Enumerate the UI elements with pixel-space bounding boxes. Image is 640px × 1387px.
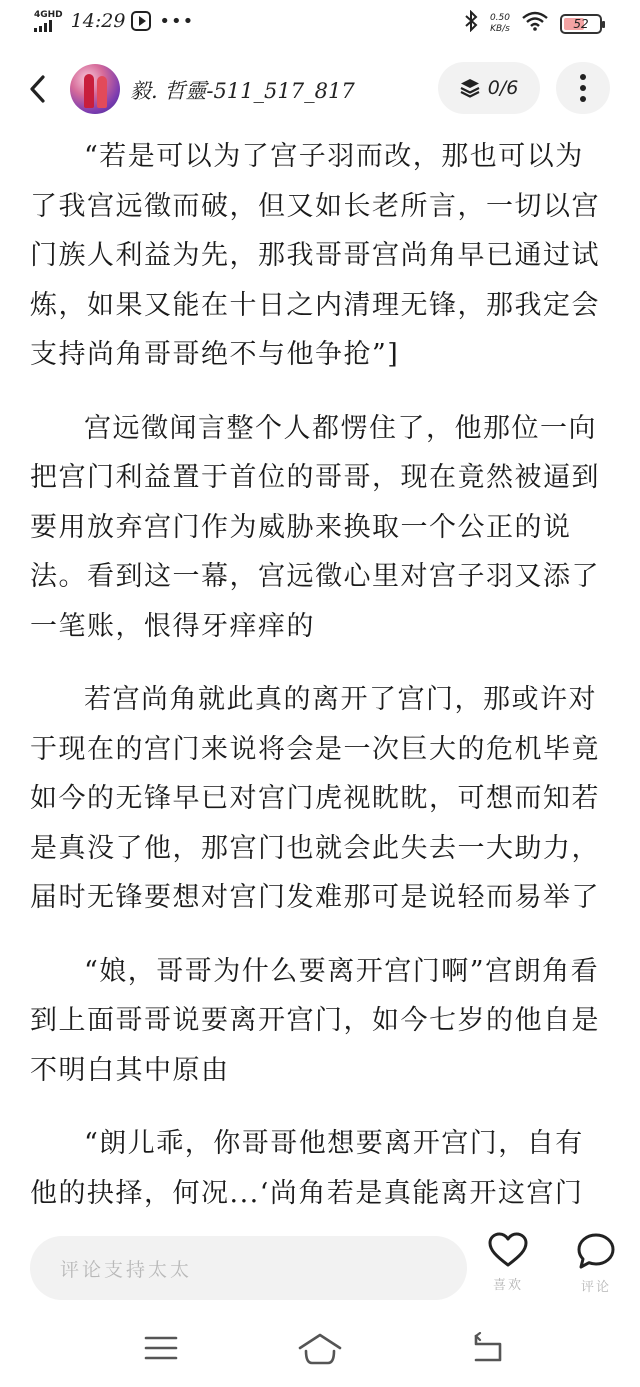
system-navigation-bar: [0, 1318, 640, 1387]
comment-button[interactable]: [566, 1232, 626, 1295]
recent-apps-icon[interactable]: [144, 1332, 178, 1364]
back-arrow-icon[interactable]: [26, 74, 50, 104]
like-button[interactable]: [478, 1232, 538, 1293]
article-body: [30, 132, 612, 1222]
notification-dots-icon: •••: [159, 10, 195, 32]
more-menu-button[interactable]: [556, 62, 610, 114]
article-paragraph: 若宫尚角就此真的离开了宫门，那或许对于现在的宫门来说将会是一次巨大的危机毕竟如今的无锋早已对宫门虎视眈眈，可想而知若是真没了他，那宫门也就会此失去一大助力，届时无锋要想对宫门发难那可是说轻而易举了: [30, 684, 600, 913]
comment-label: 评论: [580, 1280, 611, 1295]
layers-icon: [460, 78, 480, 98]
article-paragraph: 宫远徵闻言整个人都愣住了，他那位一向把宫门利益置于首位的哥哥，现在竟然被逼到要用放弃宫门作为威胁来换取一个公正的说法。看到这一幕，宫远徵心里对宫子羽又添了一笔账，恨得牙痒痒的: [30, 412, 600, 642]
cellular-indicator: [34, 11, 63, 32]
home-icon[interactable]: [298, 1332, 342, 1366]
heart-icon: [488, 1232, 528, 1268]
kebab-menu-icon: [580, 74, 586, 102]
author-name[interactable]: 毅. 哲靈-511_517_817: [130, 79, 355, 103]
like-label: 喜欢: [492, 1278, 523, 1293]
chapter-list-button[interactable]: [438, 62, 540, 114]
status-left: [34, 10, 194, 32]
network-type: 4GHD: [34, 9, 63, 20]
network-speed: [490, 13, 510, 35]
reader-header: [0, 58, 640, 122]
speech-bubble-icon: [576, 1232, 616, 1270]
article-paragraph: “娘，哥哥为什么要离开宫门啊”宫朗角看到上面哥哥说要离开宫门，如今七岁的他自是不明白其中原由: [30, 955, 600, 1086]
article-paragraph: “若是可以为了宫子羽而改，那也可以为了我宫远徵而破，但又如长老所言，一切以宫门族人利益为先，那我哥哥宫尚角早已通过试炼，如果又能在十日之内清理无锋，那我定会支持尚角哥哥绝不与他争抢”]: [30, 141, 600, 370]
article-paragraph: “朗儿乖，你哥哥他想要离开宫门，自有他的抉择，何况...‘尚角若是真能离开这宫门: [30, 1128, 584, 1209]
back-navigation-icon[interactable]: [470, 1332, 504, 1364]
speed-value: 0.50: [489, 12, 510, 23]
status-bar: [0, 0, 640, 48]
battery-level: 52: [573, 16, 589, 31]
media-play-icon: [131, 11, 151, 31]
battery-icon: [560, 14, 602, 34]
bluetooth-icon: [464, 10, 478, 37]
speed-unit: KB/s: [490, 23, 510, 34]
chapter-progress: 0/6: [487, 77, 519, 99]
author-avatar[interactable]: [70, 64, 120, 114]
comment-input[interactable]: 评论支持太太: [30, 1236, 467, 1300]
signal-bars-icon: [34, 20, 52, 32]
wifi-icon: [522, 11, 548, 36]
status-right: [464, 10, 602, 37]
clock: 14:29: [70, 10, 126, 32]
